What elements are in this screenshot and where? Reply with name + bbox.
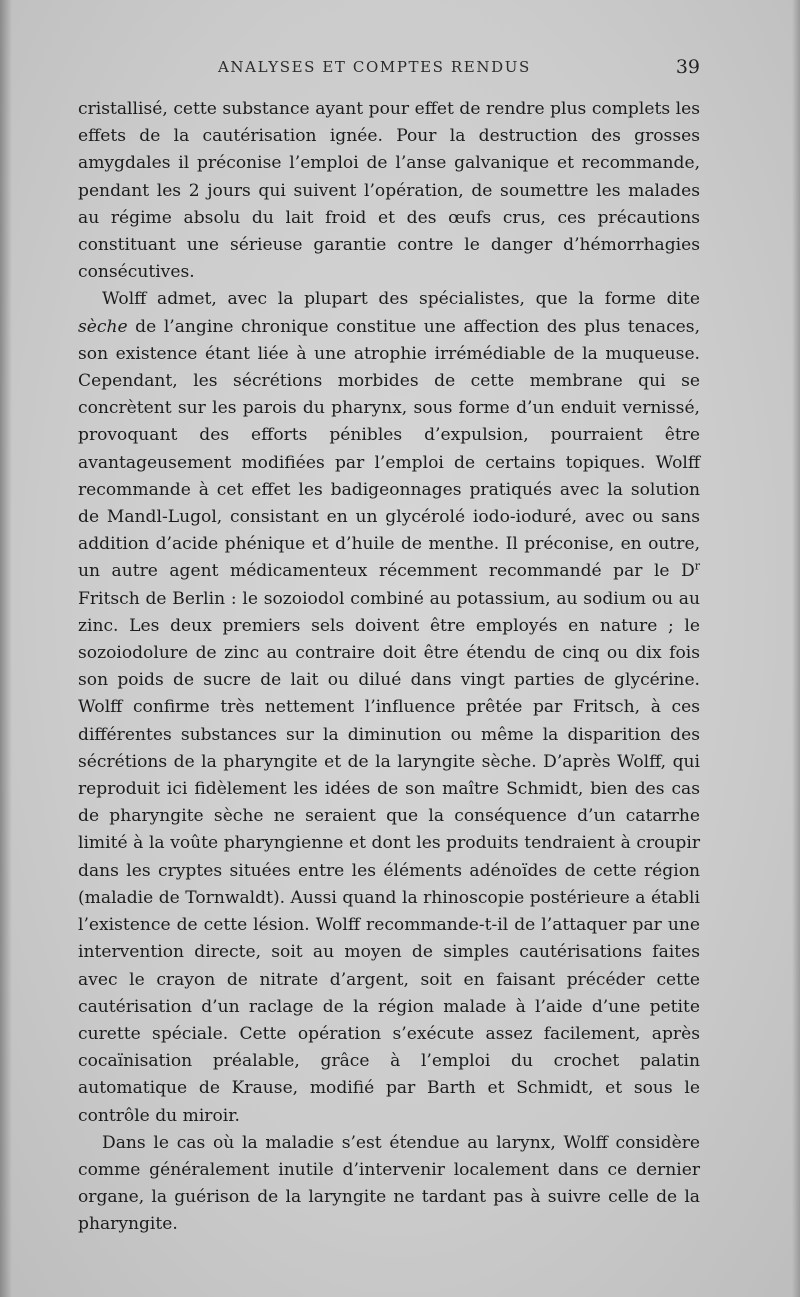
emphasis-seche: sèche bbox=[78, 316, 128, 337]
page-header bbox=[78, 58, 700, 84]
paragraph-continuation: cristallisé, cette substance ayant pour effet de rendre plus complets les effets de la cautérisation ignée. Pour la destruction des grosses amygdales il préconise l’emploi de l’anse galvanique et recommande, pendant les 2 jours qui suivent l’opération, de soumettre les malades au régime absolu du lait froid et des œufs crus, ces précautions constituant une sérieuse garantie contre le danger d’hémorrhagies consécutives. bbox=[78, 99, 700, 283]
paragraph-text: de l’angine chronique constitue une affection des plus tenaces, son existence étant liée à une atrophie irrémédiable de la muqueuse. Cependant, les sécrétions morbides de cette membrane qui se concrètent sur les parois du pharynx, sous forme d’un enduit vernissé, provoquant des efforts pénibles d’expulsion, pourraient être avantageusement modifiées par l’emploi de certains topiques. Wolff recommande à cet effet les badigeonnages pratiqués avec la solution de Mandl-Lugol, consistant en un glycérolé iodo-ioduré, avec ou sans addition d’acide phénique et d’huile de menthe. Il préconise, en outre, un autre agent médicamenteux récemment recommandé par le D bbox=[78, 316, 700, 582]
doctor-abbrev-superscript: r bbox=[694, 559, 700, 573]
paragraph-larynx: Dans le cas où la maladie s’est étendue au larynx, Wolff considère comme généralement inutile d’intervenir localement dans ce dernier organe, la guérison de la laryngite ne tardant pas à suivre celle de la pharyngite. bbox=[78, 1132, 700, 1235]
paragraph-text: Fritsch de Berlin : le sozoiodol combiné au potassium, au sodium ou au zinc. Les deux premiers sels doivent être employés en nature ; le sozoiodolure de zinc au contraire doit être étendu de cinq ou dix fois son poids de sucre de lait ou dilué dans vingt parties de glycérine. Wolff confirme très nettement l’influence prêtée par Fritsch, à ces différentes substances sur la diminution ou même la disparition des sécrétions de la pharyngite et de la laryngite sèche. D’après Wolff, qui reproduit ici fidèlement les idées de son maître Schmidt, bien des cas de pharyngite sèche ne seraient que la conséquence d’un catarrhe limité à la voûte pharyngienne et dont les produits tendraient à croupir dans les cryptes situées entre les éléments adénoïdes de cette région (maladie de Tornwaldt). Aussi quand la rhinoscopie postérieure a établi l’existence de cette lésion. Wolff recommande-t-il de l’attaquer par une intervention directe, soit au moyen de simples cautérisations faites avec le crayon de nitrate d’argent, soit en faisant précéder cette cautérisation d’un raclage de la région malade à l’aide d’une petite curette spéciale. Cette opération s’exécute assez facilement, après cocaïnisation préalable, grâce à l’emploi du crochet palatin automatique de Krause, modifié par Barth et Schmidt, et sous le contrôle du miroir. bbox=[78, 588, 700, 1126]
paragraph-wolff-angine bbox=[78, 286, 700, 1129]
page-number: 39 bbox=[675, 56, 700, 78]
paragraph-text: Wolff admet, avec la plupart des spécialistes, que la forme dite bbox=[102, 289, 700, 310]
running-title: ANALYSES ET COMPTES RENDUS bbox=[218, 58, 531, 76]
body-text bbox=[78, 96, 700, 1239]
